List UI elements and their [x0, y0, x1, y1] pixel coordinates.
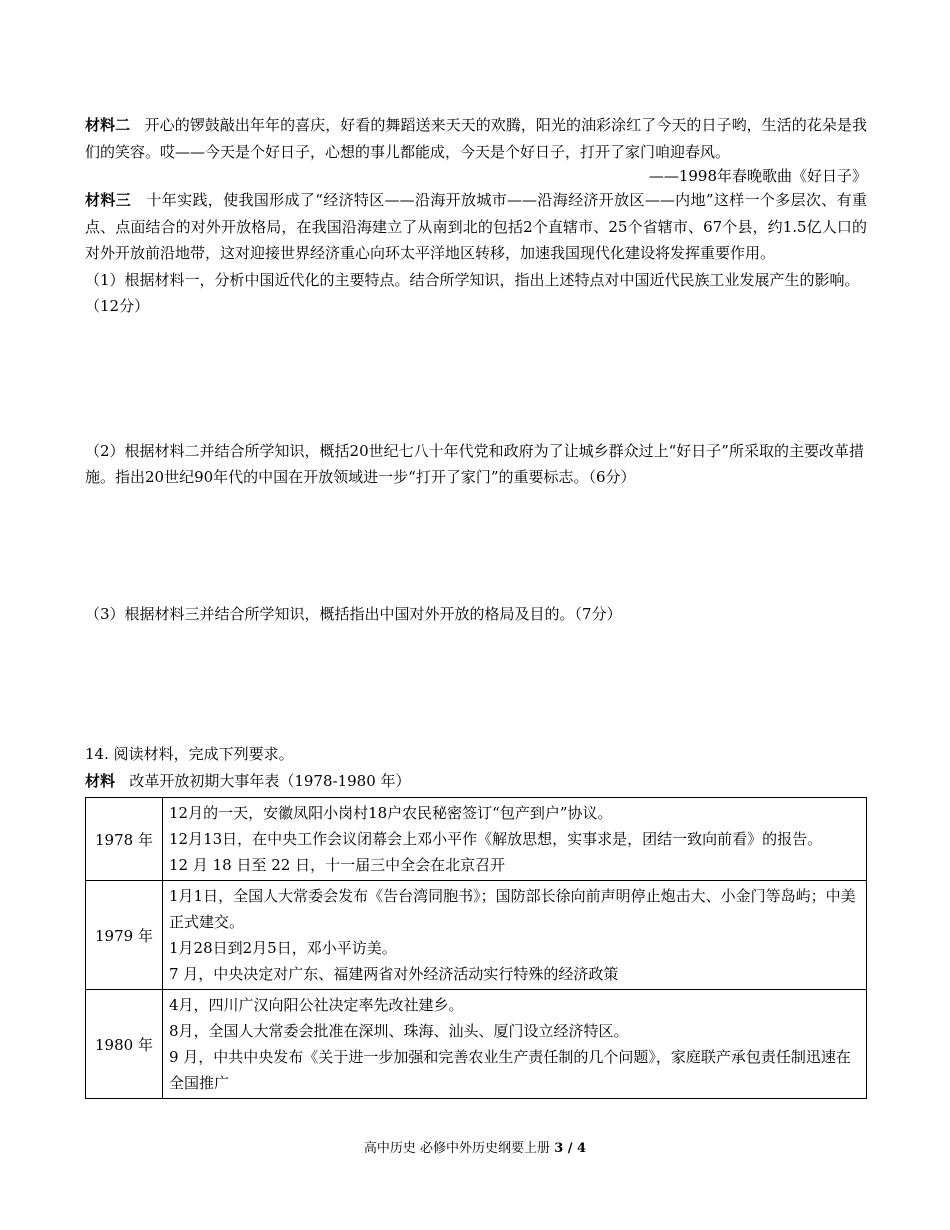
question-14-material [85, 768, 867, 795]
question-1: （1）根据材料一，分析中国近代化的主要特点。结合所学知识，指出上述特点对中国近代民族工业发展产生的影响。（12分） [85, 270, 860, 315]
material-3-text: 十年实践，使我国形成了“经济特区——沿海开放城市——沿海经济开放区——内地”这样一个多层次、有重点、点面结合的对外开放格局，在我国沿海建立了从南到北的包括2个直辖市、25个省辖市、67个县，约1.5亿人口的对外开放前沿地带，这对迎接世界经济重心向环太平洋地区转移，加速我国现代化建设将发挥重要作用。 [85, 191, 867, 262]
event-item: 1月28日到2月5日，邓小平访美。 [169, 939, 397, 957]
event-list [163, 881, 867, 990]
question-14-title: 14. 阅读材料，完成下列要求。 [85, 745, 294, 763]
question-3: （3）根据材料三并结合所学知识，概括指出中国对外开放的格局及目的。（7分） [85, 604, 622, 623]
footer-text: 高中历史 必修中外历史纲要上册 [363, 1141, 555, 1156]
material-2-source: ——1998年春晚歌曲《好日子》 [648, 167, 867, 185]
material-2 [85, 112, 867, 165]
page-content [85, 112, 867, 1099]
answer-space-1 [85, 320, 867, 438]
material-3-label: 材料三 [85, 191, 132, 209]
question-14-material-label: 材料 [85, 771, 116, 790]
page-number: 3 / 4 [554, 1141, 587, 1156]
question-14-material-title: 改革开放初期大事年表（1978-1980 年） [129, 771, 411, 790]
event-item: 1月1日，全国人大常委会发布《告台湾同胞书》；国防部长徐向前声明停止炮击大、小金门等岛屿；中美正式建交。 [169, 887, 856, 931]
event-item: 12月的一天，安徽凤阳小岗村18户农民秘密签订“包产到户”协议。 [169, 804, 613, 822]
events-table-row [86, 798, 867, 881]
event-year: 1979 年 [86, 881, 163, 990]
material-2-label: 材料二 [85, 116, 131, 134]
event-item: 9 月，中共中央发布《关于进一步加强和完善农业生产责任制的几个问题》，家庭联产承包责任制迅速在全国推广 [169, 1048, 851, 1092]
events-table-row [86, 990, 867, 1099]
event-item: 12月13日，在中央工作会议闭幕会上邓小平作《解放思想，实事求是，团结一致向前看》的报告。 [169, 830, 823, 848]
event-year: 1980 年 [86, 990, 163, 1099]
answer-space-3 [85, 627, 867, 741]
event-item: 8月，全国人大常委会批准在深圳、珠海、汕头、厦门设立经济特区。 [169, 1022, 629, 1040]
event-item: 4月，四川广汉向阳公社决定率先改社建乡。 [169, 996, 464, 1014]
question-2: （2）根据材料二并结合所学知识，概括20世纪七八十年代党和政府为了让城乡群众过上“好日子”所采取的主要改革措施。指出20世纪90年代的中国在开放领域进一步“打开了家门”的重要标志。（6分） [85, 441, 864, 486]
events-table [85, 797, 867, 1099]
event-list [163, 990, 867, 1099]
event-item: 7 月，中央决定对广东、福建两省对外经济活动实行特殊的经济政策 [169, 965, 619, 983]
material-3 [85, 187, 867, 267]
events-table-row [86, 881, 867, 990]
event-item: 12 月 18 日至 22 日，十一届三中全会在北京召开 [169, 856, 506, 874]
event-year: 1978 年 [86, 798, 163, 881]
event-list [163, 798, 867, 881]
answer-space-2 [85, 491, 867, 601]
page-footer [0, 1137, 950, 1156]
material-2-text: 开心的锣鼓敲出年年的喜庆，好看的舞蹈送来天天的欢腾，阳光的油彩涂红了今天的日子哟，生活的花朵是我们的笑容。哎——今天是个好日子，心想的事儿都能成，今天是个好日子，打开了家门咱迎春风。 [85, 116, 867, 161]
